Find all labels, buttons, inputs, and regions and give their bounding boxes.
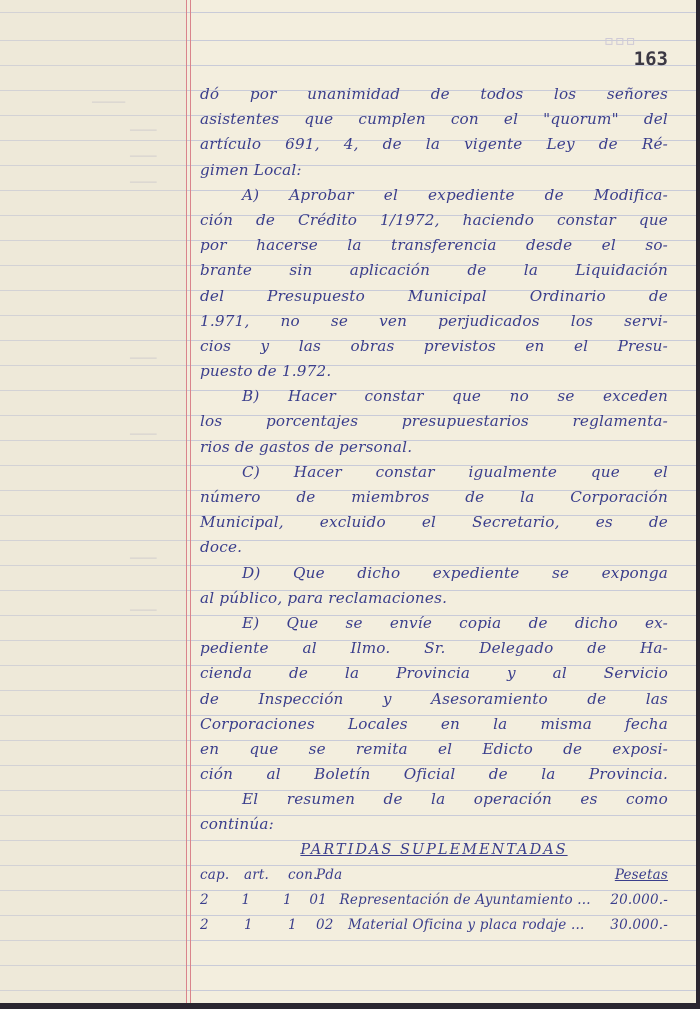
cell-cap: 2 — [200, 917, 209, 934]
bleed-through-mark: ──── — [130, 150, 157, 163]
table-row — [200, 913, 668, 938]
text-line: puesto de 1.972. — [200, 362, 332, 381]
bleed-through-mark: ──── — [130, 604, 157, 617]
header-pda: Pda — [316, 866, 343, 883]
margin-rule — [186, 0, 187, 1003]
cell-description: Representación de Ayuntamiento ... — [339, 892, 591, 908]
cell-art: 1 — [244, 917, 253, 934]
header-pesetas: Pesetas — [614, 866, 668, 883]
text-line: Municipal, excluido el Secretario, es de — [200, 513, 668, 532]
handwritten-minutes — [200, 82, 668, 938]
text-line: número de miembros de la Corporación — [200, 488, 668, 506]
text-line: El resumen de la operación es como — [242, 790, 668, 809]
text-line: rios de gastos de personal. — [200, 437, 413, 456]
margin-rule — [190, 0, 191, 1003]
text-line: E) Que se envíe copia de dicho ex- — [242, 613, 668, 632]
cell-amount: 20.000.- — [610, 892, 669, 908]
cell-pda: 02 — [316, 917, 334, 934]
cell-con: 1 — [282, 892, 292, 908]
bleed-through-mark: ──── — [130, 352, 157, 365]
bleed-through-mark: ───── — [92, 96, 126, 109]
text-line: dó por unanimidad de todos los señores — [200, 85, 668, 103]
bleed-through-mark: ──── — [130, 552, 157, 565]
page-number: 163 — [633, 48, 668, 70]
table-header — [200, 863, 668, 888]
bleed-through-mark: ──── — [130, 176, 157, 189]
cell-description: Material Oficina y placa rodaje ... — [348, 917, 585, 934]
cell-con: 1 — [288, 917, 297, 934]
text-line: D) Que dicho expediente se exponga — [242, 563, 668, 582]
text-line: cienda de la Provincia y al Servicio — [200, 664, 668, 683]
text-line: pediente al Ilmo. Sr. Delegado de Ha- — [200, 639, 668, 658]
text-line: del Presupuesto Municipal Ordinario de — [200, 286, 668, 305]
cell-cap: 2 — [200, 892, 209, 908]
text-line: Corporaciones Locales en la misma fecha — [200, 714, 668, 733]
header-cap: cap. — [200, 866, 230, 883]
header-con: con. — [288, 866, 318, 883]
text-line: ción de Crédito 1/1972, haciendo constar que — [200, 210, 668, 229]
cell-amount: 30.000.- — [610, 917, 668, 934]
text-line: en que se remita el Edicto de exposi- — [200, 739, 668, 758]
header-art: art. — [244, 866, 270, 883]
text-line: los porcentajes presupuestarios reglamenta- — [200, 412, 668, 431]
text-line: C) Hacer constar igualmente que el — [242, 462, 668, 481]
text-line: por hacerse la transferencia desde el so- — [200, 236, 668, 255]
section-heading: PARTIDAS SUPLEMENTADAS — [300, 841, 568, 858]
text-line: cios y las obras previstos en el Presu- — [200, 336, 668, 355]
text-line: artículo 691, 4, de la vigente Ley de Ré- — [200, 135, 668, 154]
text-line: B) Hacer constar que no se exceden — [242, 387, 668, 406]
table-row — [200, 888, 668, 913]
text-line: doce. — [200, 538, 243, 557]
text-line: continúa: — [200, 815, 274, 834]
text-line: al público, para reclamaciones. — [200, 588, 448, 607]
bleed-through-mark: ──── — [130, 428, 157, 441]
text-line: de Inspección y Asesoramiento de las — [200, 689, 668, 708]
bleed-through-mark: ──── — [130, 124, 157, 137]
text-line: ción al Boletín Oficial de la Provincia. — [200, 765, 668, 784]
cell-art: 1 — [241, 892, 251, 908]
text-line: gimen Local: — [200, 160, 302, 179]
text-line: brante sin aplicación de la Liquidación — [200, 261, 668, 280]
text-line: A) Aprobar el expediente de Modifica- — [242, 185, 668, 204]
cell-pda: 01 — [309, 892, 327, 908]
left-margin-column — [0, 0, 186, 1003]
ghost-number: ▫▫▫ — [603, 30, 636, 51]
text-line: asistentes que cumplen con el "quorum" del — [200, 110, 668, 129]
text-line: 1.971, no se ven perjudicados los servi- — [200, 311, 668, 330]
